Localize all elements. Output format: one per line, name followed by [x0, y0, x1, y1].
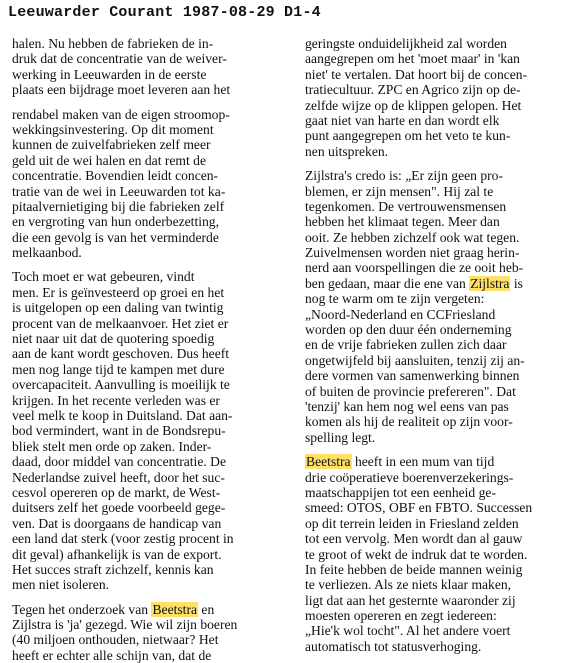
text-line: of buiten de provincie prefereren". Dat [305, 383, 516, 399]
text-line: concentratie. Bovendien leidt concen- [12, 168, 219, 184]
text-line: drie coöperatieve boerenverzekerings- [305, 469, 514, 485]
highlighted-name: Zijlstra [470, 275, 510, 291]
text-line: op dit terrein leiden in Friesland zelden [305, 515, 519, 531]
text-line: te groot of wekt de indruk dat te worden. [305, 546, 528, 562]
text-line: punt aangegrepen om het veto te kun- [305, 128, 511, 144]
text-line: melkaanbod. [12, 245, 82, 261]
text-line: aan de kant wordt geschoven. Dus heeft [12, 346, 230, 362]
text-line: smeed: OTOS, OBF en FBTO. Successen [305, 500, 533, 516]
text-line: nerd aan voorspellingen die ze ooit heb- [305, 260, 524, 276]
text-line: tegenkomen. De vertrouwensmensen [305, 198, 507, 214]
text-line: ven. Dat is doorgaans de handicap van [12, 515, 222, 531]
text-line: automatisch tot statusverhoging. [305, 638, 482, 654]
paragraph-gap [12, 260, 292, 269]
text-line: moesten opereren en zegt iedereen: [305, 608, 497, 624]
text-line: ooit. Ze hebben zichzelf ook wat tegen. [305, 229, 520, 245]
text-line: bliek stelt men orde op zaken. Inder- [12, 438, 212, 454]
text-line: hebben het klimaat tegen. Meer dan [305, 214, 500, 230]
article-column-left [12, 36, 292, 663]
text-line: heeft er echter alle schijn van, dat de [12, 647, 212, 663]
text-line: Nederlandse zuivel heeft, door het suc- [12, 469, 225, 485]
text-line: Het succes straft zichzelf, kennis kan [12, 561, 214, 577]
text-line: geld uit de wei halen en dat remt de [12, 152, 207, 168]
text-line [305, 454, 585, 469]
text-line: pitaalvernietiging bij die fabrieken zelf [12, 198, 225, 214]
text-line: blemen, er zijn mensen". Hij zal te [305, 183, 494, 199]
newspaper-header: Leeuwarder Courant 1987-08-29 D1-4 [8, 4, 321, 21]
text-line: bod vermindert, want in de Bondsrepu- [12, 423, 226, 439]
text-line: 'tenzij' kan hem nog wel eens van pas [305, 398, 509, 414]
text-line: geringste onduidelijkheid zal worden [305, 36, 507, 51]
text-line: rendabel maken van de eigen stroomop- [12, 106, 230, 122]
text-line: (40 miljoen onthouden, nietwaar? Het [12, 632, 219, 648]
text-segment: is [510, 275, 523, 291]
paragraph-gap [305, 159, 585, 168]
text-line: „Noord-Nederland en CCFriesland [305, 306, 496, 322]
text-line: kunnen de zuivelfabrieken zelf meer [12, 137, 211, 153]
text-line: ongetwijfeld bij aansluiten, tenzij zij an- [305, 352, 525, 368]
paragraph-gap [305, 445, 585, 454]
highlighted-name: Beetstra [306, 454, 351, 470]
text-line: men nog lange tijd te kampen met dure [12, 361, 225, 377]
text-line: veel melk te koop in Duitsland. Dat aan- [12, 407, 233, 423]
text-line: tratie van de wei in Leeuwarden tot ka- [12, 183, 226, 199]
text-line: cesvol opereren op de markt, de West- [12, 484, 221, 500]
text-line: gaat niet van harte en dan wordt elk [305, 112, 500, 128]
text-line: die een gevolg is van het verminderde [12, 229, 219, 245]
text-line: niet naar uit dat de quotering spoedig [12, 331, 215, 347]
text-line: druk dat de concentratie van de weiver- [12, 51, 227, 67]
text-line: ligt dat aan het gesternte waaronder zij [305, 592, 516, 608]
text-line: dit geval) afhankelijk is van de export. [12, 546, 222, 562]
text-line: Zijlstra is 'ja' gezegd. Wie wil zijn boeren [12, 617, 238, 633]
text-line: spelling legt. [305, 429, 376, 445]
text-line: krijgen. In het recente verleden was er [12, 392, 220, 408]
text-line: zelfde wijze op de klippen gelopen. Het [305, 97, 522, 113]
text-line [305, 276, 585, 291]
text-segment: heeft in een mum van tijd [351, 454, 495, 470]
text-line: nen uitspreken. [305, 143, 389, 159]
text-segment: en [198, 601, 215, 617]
text-line: nog te warm om te zijn vergeten: [305, 291, 485, 307]
text-line: Toch moet er wat gebeuren, vindt [12, 269, 195, 285]
text-line: halen. Nu hebben de fabrieken de in- [12, 36, 214, 51]
text-line: Zuivelmensen worden niet graag herin- [305, 245, 520, 261]
text-line: en vergroting van hun onderbezetting, [12, 214, 219, 230]
text-line: plaats een bijdrage moet leveren aan het [12, 82, 231, 98]
text-line: is uitgelopen op een daling van twintig [12, 300, 224, 316]
text-line: „Hie'k wol tocht". Al het andere voert [305, 623, 511, 639]
text-line: komen als hij de realiteit op zijn voor- [305, 414, 513, 430]
text-line: dere vormen van samenwerking binnen [305, 368, 520, 384]
text-line: te verliezen. Als ze niets klaar maken, [305, 577, 512, 593]
text-line: niet' te vertalen. Dat hoort bij de concen- [305, 66, 528, 82]
text-line: wekkingsinvestering. Op dit moment [12, 121, 214, 137]
text-line: aangegrepen om het 'moet maar' in 'kan [305, 51, 520, 67]
paragraph-gap [12, 593, 292, 602]
highlighted-name: Beetstra [152, 601, 198, 617]
text-line: tratiecultuur. ZPC en Agrico zijn op de- [305, 82, 521, 98]
text-line: werking in Leeuwarden in de eerste [12, 66, 207, 82]
text-line: tot een vervolg. Men wordt dan al gauw [305, 531, 523, 547]
text-line: men. Er is geïnvesteerd op groei en het [12, 284, 225, 300]
text-line: In feite hebben de beide mannen weinig [305, 561, 523, 577]
text-line: maatschappijen tot een eenheid ge- [305, 484, 496, 500]
text-line: Zijlstra's credo is: „Er zijn geen pro- [305, 168, 503, 184]
text-line: duitsers zelf het goede voorbeeld gege- [12, 500, 226, 516]
text-line: daad, door middel van concentratie. De [12, 454, 227, 470]
paragraph-gap [12, 98, 292, 107]
text-line: men niet isoleren. [12, 577, 110, 593]
text-segment: Tegen het onderzoek van [12, 601, 152, 617]
text-line: procent van de melkaanvoer. Het ziet er [12, 315, 229, 331]
text-line: een land dat sterk (voor zestig procent in [12, 531, 234, 547]
text-line: overcapaciteit. Aanvulling is moeilijk te [12, 377, 230, 393]
text-line: worden op den duur één onderneming [305, 322, 512, 338]
text-line: en de vrije fabrieken zullen zich daar [305, 337, 507, 353]
article-column-right [305, 36, 585, 654]
text-segment: ben gedaan, maar die ene van [305, 275, 470, 291]
